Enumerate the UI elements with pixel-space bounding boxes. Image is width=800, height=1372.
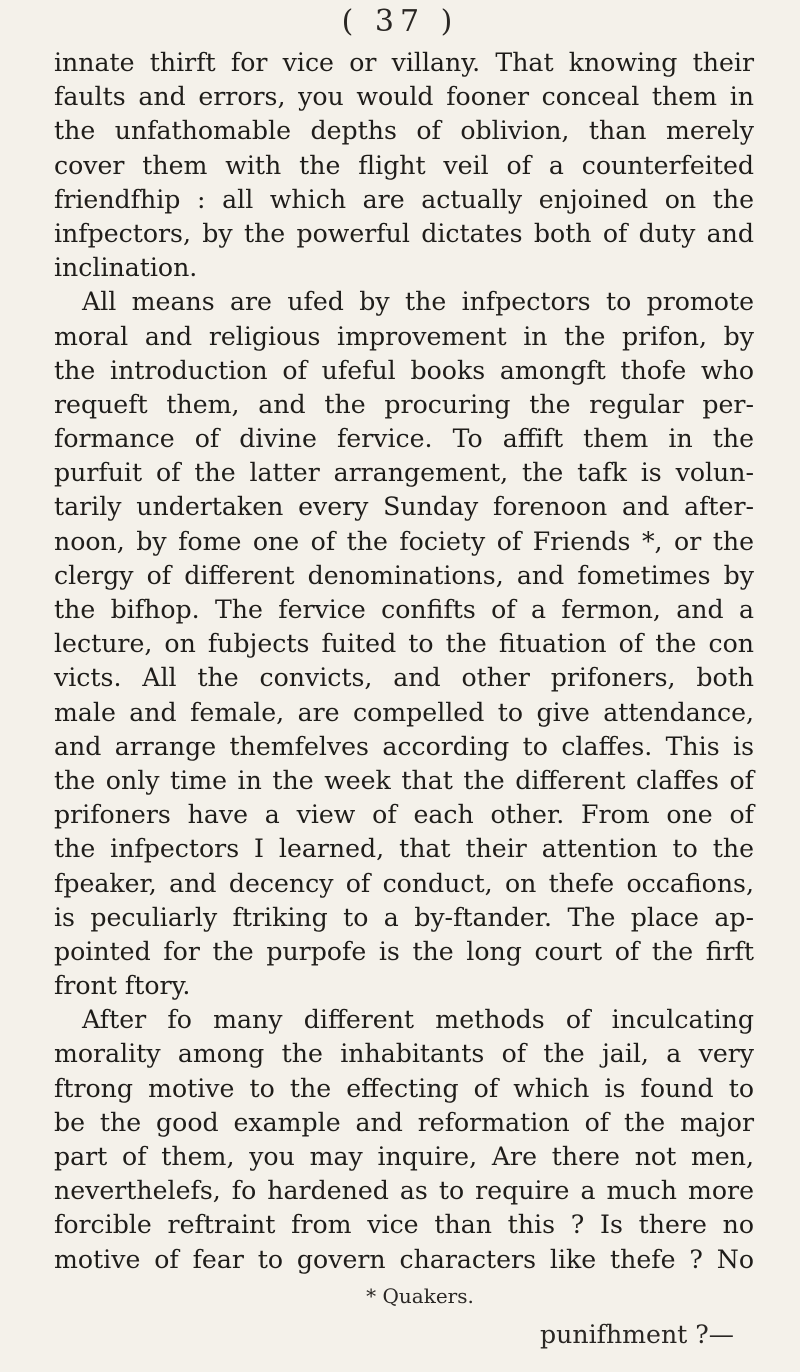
text-line: prifoners have a view of each other. From one of [54, 800, 754, 830]
text-line: forcible reftraint from vice than this ? Is there no [54, 1210, 754, 1240]
text-line: fpeaker, and decency of conduct, on thefe occafions, [54, 868, 754, 898]
text-line: tarily undertaken every Sunday forenoon and after- [54, 492, 754, 522]
text-line: pointed for the purpofe is the long court of the firft [54, 936, 754, 966]
text-line: clergy of different denominations, and fometimes by [54, 560, 754, 590]
text-line: morality among the inhabitants of the jail, a very [54, 1039, 754, 1069]
text-line: infpectors, by the powerful dictates both of duty and [54, 218, 754, 248]
text-line: After fo many different methods of inculcating [82, 1005, 754, 1035]
text-line: noon, by fome one of the fociety of Friends *, or the [54, 526, 754, 556]
text-line: innate thirft for vice or villany. That knowing their [54, 48, 754, 77]
text-line: lecture, on fubjects fuited to the fituation of the con [54, 629, 754, 659]
text-line: neverthelefs, fo hardened as to require a much more [54, 1176, 754, 1206]
text-line: the only time in the week that the different claffes of [54, 765, 754, 795]
text-line: and arrange themfelves according to claffes. This is [54, 731, 754, 761]
text-line: motive of fear to govern characters like thefe ? No [54, 1244, 754, 1274]
text-line: is peculiarly ftriking to a by-ftander. The place ap- [54, 902, 754, 932]
text-line: purfuit of the latter arrangement, the tafk is volun- [54, 458, 754, 488]
text-line: the infpectors I learned, that their attention to the [54, 834, 754, 864]
text-line: part of them, you may inquire, Are there not men, [54, 1142, 754, 1171]
text-line: the introduction of ufeful books amongft thofe who [54, 355, 754, 385]
footnote: * Quakers. [366, 1284, 474, 1308]
text-line: cover them with the flight veil of a counterfeited [54, 150, 754, 180]
text-line: moral and religious improvement in the prifon, by [54, 321, 754, 351]
text-line: requeft them, and the procuring the regular per- [54, 389, 754, 419]
text-line: the bifhop. The fervice confifts of a fermon, and a [54, 595, 754, 624]
text-line: faults and errors, you would fooner conceal them in [54, 82, 754, 112]
text-line: male and female, are compelled to give attendance, [54, 697, 754, 727]
text-line: formance of divine fervice. To affift them in the [54, 424, 754, 454]
page-number: ( 37 ) [341, 4, 459, 39]
text-line: friendfhip : all which are actually enjoined on the [54, 184, 754, 214]
text-line: All means are ufed by the infpectors to promote [82, 287, 754, 317]
text-line: inclination. [54, 253, 198, 283]
text-line: victs. All the convicts, and other prifoners, both [54, 663, 754, 693]
text-line: ftrong motive to the effecting of which is found to [54, 1073, 754, 1103]
text-line: front ftory. [54, 971, 191, 1001]
text-line: be the good example and reformation of the major [54, 1107, 754, 1137]
body-text [54, 46, 754, 1277]
catchword: punifhment ?— [540, 1320, 734, 1349]
text-line: the unfathomable depths of oblivion, than merely [54, 116, 754, 146]
